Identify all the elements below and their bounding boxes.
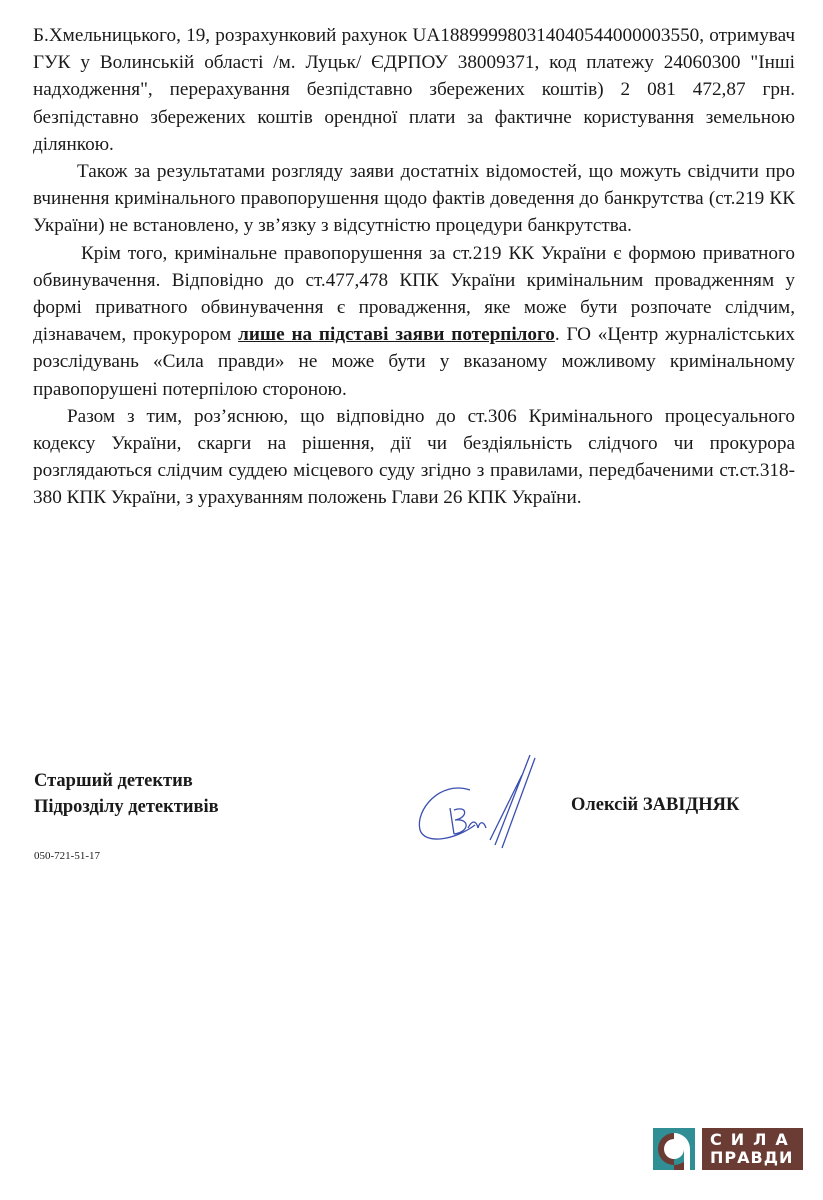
paragraph-payment-details: Б.Хмельницького, 19, розрахунковий рахунок UA188999980314040544000003550, отримувач ГУК у Волинській області /м. Луцьк/ ЄДРПОУ 38009371, код платежу 24060300 "Інші надходження", перерахування безпідставно збережених коштів) 2 081 472,87 грн. безпідставно збережених коштів орендної плати за фактичне користування земельною ділянкою. (33, 25, 795, 155)
paragraph-text: . ГО «Центр журналістських розслідувань «Сила правди» не може бути у вказаному можливому кримінальному правопорушені потерпілою стороною. (33, 324, 795, 400)
logo-wordmark (702, 1128, 803, 1170)
paragraph-text: Крім того, кримінальне правопорушення за ст.219 КК України є формою приватного обвинувачення. Відповідно до ст.477,478 КПК України кримінальним провадженням у формі приватного обвинувачення є провадження, яке може бути розпочате слідчим, дізнавачем, прокурором (33, 242, 795, 346)
handwritten-signature (410, 750, 545, 860)
contact-phone: 050-721-51-17 (34, 850, 100, 862)
signer-name: Олексій ЗАВІДНЯК (571, 795, 740, 815)
paragraph-appeal-rights: Разом з тим, роз’яснюю, що відповідно до ст.306 Кримінального процесуального кодексу України, скарги на рішення, дії чи бездіяльність слідчого чи прокурора розглядаються слідчим суддею місцевого суду згідно з правилами, передбаченими ст.ст.318-380 КПК України, з урахуванням положень Глави 26 КПК України. (33, 405, 795, 509)
signer-title-line1: Старший детектив (34, 771, 193, 791)
emphasized-text: лише на підставі заяви потерпілого (238, 324, 555, 346)
signer-title (34, 768, 219, 820)
letter-body (33, 22, 795, 512)
logo-word-1: СИЛА (710, 1130, 797, 1149)
paragraph-private-accusation (33, 240, 795, 403)
sila-pravdy-logo (653, 1128, 803, 1170)
paragraph-bankruptcy: Також за результатами розгляду заяви достатніх відомостей, що можуть свідчити про вчинення кримінального правопорушення щодо фактів доведення до банкрутства (ст.219 КК України) не встановлено, у зв’язку з відсутністю процедури банкрутства. (33, 161, 795, 237)
logo-word-2: ПРАВДИ (710, 1148, 794, 1167)
logo-mark-icon (653, 1128, 695, 1170)
signer-title-line2: Підрозділу детективів (34, 797, 219, 817)
